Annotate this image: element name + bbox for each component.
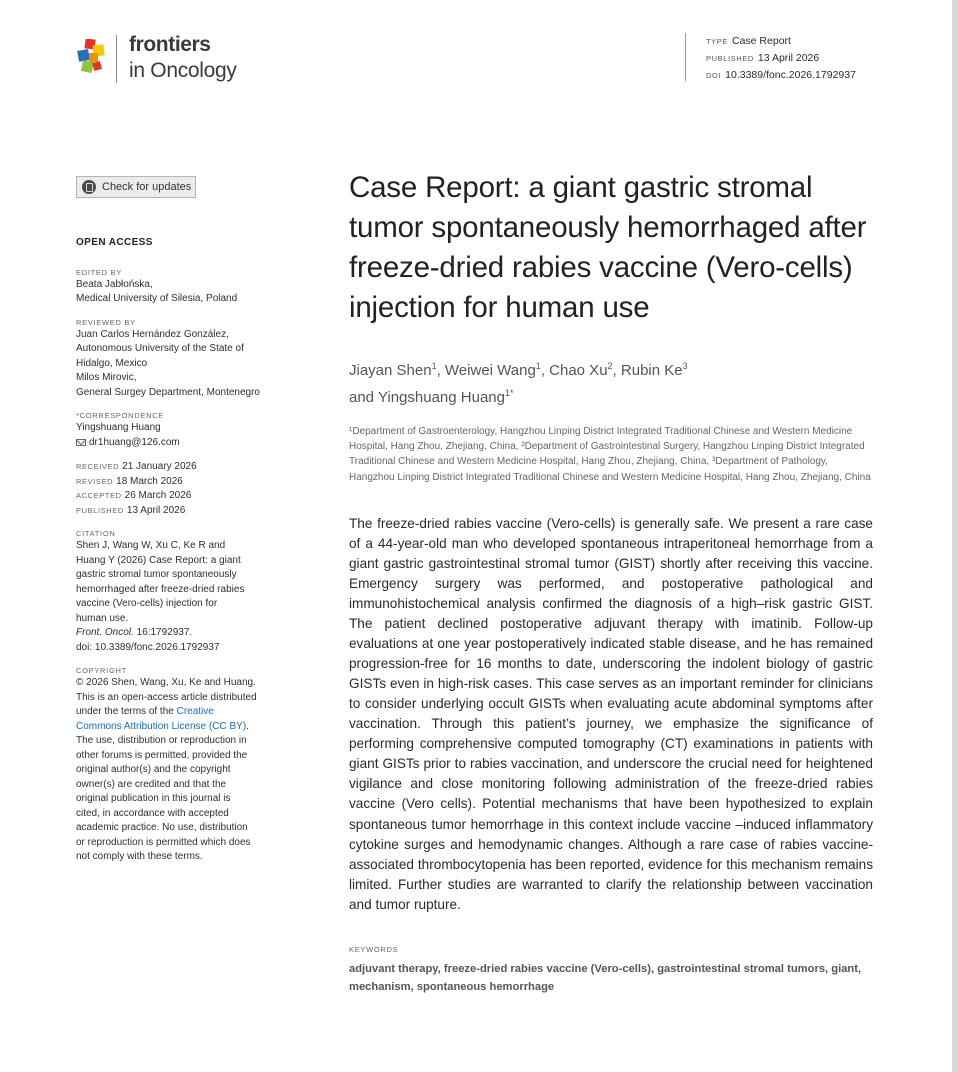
journal-name-line1: frontiers (129, 33, 211, 56)
editor-line: Medical University of Silesia, Poland (76, 293, 238, 304)
citation-journal-line: Front. Oncol. 16:1792937. (76, 627, 193, 638)
correspondence-email-row[interactable] (76, 436, 291, 451)
correspondence-name: Yingshuang Huang (76, 422, 161, 433)
meta-published: PUBLISHED 13 April 2026 (706, 52, 820, 64)
author-name[interactable]: Jiayan Shen (349, 362, 432, 379)
article-meta (685, 33, 856, 81)
date-accepted: ACCEPTED 26 March 2026 (76, 490, 192, 501)
author-name[interactable]: Rubin Ke (620, 362, 683, 379)
correspondence-label: *CORRESPONDENCE (76, 411, 165, 420)
reviewer-line: Juan Carlos Hernández González, (76, 328, 229, 340)
author-affil-sup: 2 (607, 361, 613, 371)
meta-type: TYPE Case Report (706, 35, 791, 47)
date-published: PUBLISHED 13 April 2026 (76, 504, 186, 516)
copyright-line: cited, in accordance with accepted (76, 807, 229, 819)
reviewed-by-label: REVIEWED BY (76, 317, 136, 327)
open-access-label: OPEN ACCESS (76, 237, 153, 248)
copyright-section (76, 665, 291, 865)
abstract-text: The freeze-dried rabies vaccine (Vero-cells) is generally safe. We present a rare case of a 44-year-old man who developed spontaneous intraperitoneal hemorrhage from a giant gastric gastrointestinal stromal tumor (GIST) shortly after receiving this vaccine. Emergency surgery was performed, and postoperative pathological and immunohistochemical analysis confirmed the diagnosis of a high–risk gastric GIST. The patient declined postoperative adjuvant therapy with imatinib. Follow-up evaluations at one year postoperatively indicated stable disease, and he has remained progression-free for 16 months to date, underscoring the indolent biology of gastric GISTs even in high-risk cases. This case serves as an important reminder for clinicians to consider underlying occult GISTs when evaluating acute abdominal symptoms after vaccination. Through this patient’s journey, we emphasize the significance of performing comprehensive computed tomography (CT) examinations in patients with giant GISTs prior to rabies vaccination, and underscore the crucial need for heightened vigilance and close monitoring following administration of the freeze-dried rabies vaccine (Vero cells). Potential mechanisms that have been hypothesized to explain spontaneous tumor hemorrhage in this context include vaccine –induced inflammatory cytokine surges and hemodynamic changes. Although a rare case of rabies vaccine-associated thrombocytopenia has been reported, evidence for this mechanism remains limited. Further studies are warranted to clarify the relationship between vaccination and tumor rupture. (349, 515, 873, 912)
copyright-line: This is an open-access article distributed (76, 691, 257, 703)
affiliations: ¹Department of Gastroenterology, Hangzhou Linping District Integrated Traditional Chinese and Western Medicine Hospital, Hang Zhou, Zhejiang, China, ²Department of Gastrointestinal Surgery, Hangzhou Linping District Integrated Traditional Chinese and Western Medicine Hospital, Hang Zhou, Zhejiang, China, ³Department of Pathology, Hangzhou Linping District Integrated Traditional Chinese and Western Medicine Hospital, Hang Zhou, Zhejiang, China (349, 426, 871, 483)
citation-label: CITATION (76, 529, 116, 538)
journal-name-line2: in Oncology (129, 59, 237, 82)
reviewed-by-section (76, 317, 291, 401)
citation-line: Huang Y (2026) Case Report: a giant (76, 554, 241, 566)
date-received: RECEIVED 21 January 2026 (76, 461, 197, 472)
reviewer-line: Milos Mirovic, (76, 372, 137, 383)
author-list: Jiayan Shen$^1$, Weiwei Wang$^1$, Chao Xu$^2$, Rubin Ke$^3$ and Yingshuang Huang$^{1*}$ (349, 361, 688, 406)
author-name[interactable]: Chao Xu (549, 362, 608, 379)
copyright-line: original author(s) and the copyright (76, 764, 231, 775)
correspondence-section (76, 410, 291, 450)
license-link[interactable]: Commons Attribution License (CC BY) (76, 720, 247, 732)
copyright-line: owner(s) are credited and that the (76, 778, 227, 790)
citation-line: vaccine (Vero-cells) injection for (76, 598, 218, 609)
check-for-updates-button[interactable] (76, 176, 196, 198)
journal-logo[interactable] (76, 33, 276, 85)
citation-line: human use. (76, 612, 129, 624)
copyright-line: The use, distribution or reproduction in (76, 735, 247, 746)
copyright-line: not comply with these terms. (76, 851, 203, 862)
citation-line: gastric stromal tumor spontaneously (76, 569, 237, 580)
keywords-list: adjuvant therapy, freeze-dried rabies vaccine (Vero-cells), gastrointestinal stromal tumors, giant, mechanism, spontaneous hemorrhage (349, 962, 862, 993)
copyright-line: or reproduction is permitted which does (76, 836, 251, 848)
copyright-line: other forums is permitted, provided the (76, 749, 248, 761)
copyright-line: Commons Attribution License (CC BY). (76, 720, 249, 732)
article-sidebar (76, 236, 291, 875)
editor-line: Beata Jabłońska, (76, 278, 153, 290)
citation-line: Shen J, Wang W, Xu C, Ke R and (76, 540, 226, 551)
copyright-line: © 2026 Shen, Wang, Xu, Ke and Huang. (76, 677, 256, 688)
correspondence-email[interactable]: dr1huang@126.com (89, 436, 180, 448)
frontiers-logo-icon (76, 39, 106, 75)
article-title: Case Report: a giant gastric stromal tumor spontaneously hemorrhaged after freeze-dried rabies vaccine (Vero-cells) injection for human use (349, 171, 867, 324)
author-affil-sup: 3 (682, 361, 688, 371)
crossmark-icon (82, 180, 96, 194)
license-link[interactable]: Creative (176, 706, 214, 717)
edited-by-label: EDITED BY (76, 267, 122, 277)
copyright-line: under the terms of the Creative (76, 706, 214, 717)
citation-line: hemorrhaged after freeze-dried rabies (76, 583, 245, 595)
author-affil-sup: 1 (535, 361, 541, 371)
email-icon (76, 439, 86, 446)
reviewer-line: General Surgey Department, Montenegro (76, 386, 260, 398)
author-name[interactable]: Weiwei Wang (444, 362, 536, 379)
reviewer-line: Hidalgo, Mexico (76, 357, 148, 369)
copyright-line: original publication in this journal is (76, 793, 231, 804)
reviewer-line: Autonomous University of the State of (76, 343, 244, 354)
author-affil-sup: 1 (431, 361, 437, 371)
meta-doi: DOI 10.3389/fonc.2026.1792937 (706, 69, 856, 81)
page-edge (952, 0, 958, 1072)
author-name[interactable]: Yingshuang Huang (377, 389, 505, 406)
edited-by-section (76, 267, 291, 307)
copyright-line: academic practice. No use, distribution (76, 822, 248, 833)
citation-section (76, 528, 291, 655)
dates-section (76, 460, 291, 518)
citation-doi: doi: 10.3389/fonc.2026.1792937 (76, 641, 220, 653)
author-affil-sup: 1* (504, 388, 514, 398)
check-for-updates-label: Check for updates (102, 181, 192, 193)
date-revised: REVISED 18 March 2026 (76, 475, 183, 487)
copyright-label: COPYRIGHT (76, 666, 127, 675)
article-main (349, 168, 873, 996)
logo-separator (116, 35, 117, 83)
keywords-label: KEYWORDS (349, 944, 399, 954)
